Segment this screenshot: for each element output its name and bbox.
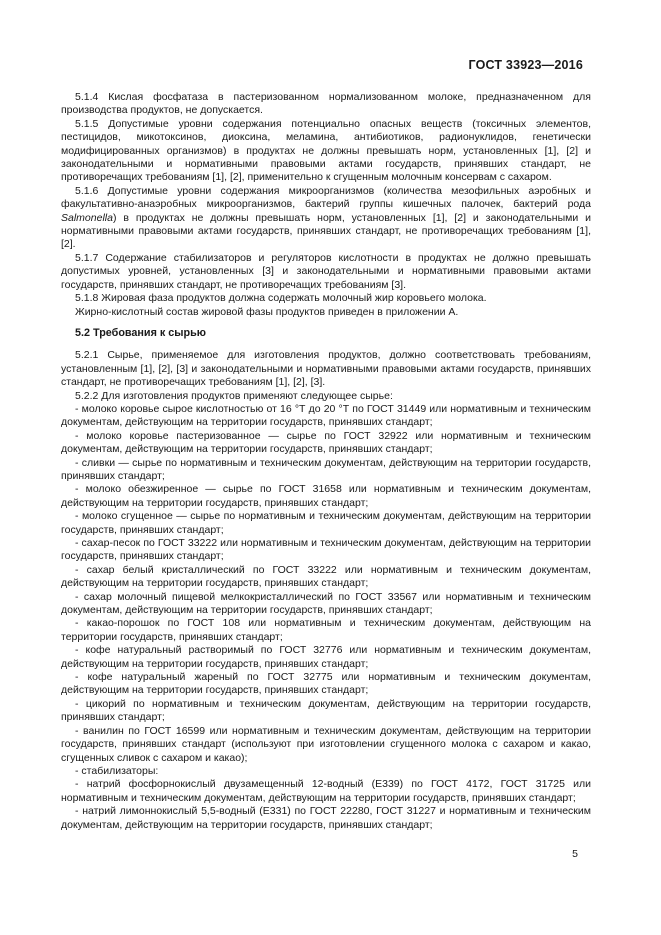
- paragraph-5-1-5: 5.1.5 Допустимые уровни содержания потенциально опасных веществ (токсичных элементов, пестицидов, микотоксинов, диоксина, меламина, антибиотиков, радионуклидов, генетически модифицированных организмов) в продуктах не должны превышать норм, установленных [1], [2] и законодательными и нормативными правовыми актами государств, принявших стандарт, не противоречащих требованиям [1], [2], применительно к сгущенным молочным консервам с сахаром.: [61, 117, 591, 184]
- list-item: - цикорий по нормативным и техническим документам, действующим на территории государств, принявших стандарт;: [61, 697, 591, 724]
- list-item: - какао-порошок по ГОСТ 108 или нормативным и техническим документам, действующим на территории государств, принявших стандарт;: [61, 617, 591, 643]
- list-item: - сливки — сырье по нормативным и техническим документам, действующим на территории государств, принявших стандарт;: [61, 456, 591, 482]
- list-item: - сахар молочный пищевой мелкокристаллический по ГОСТ 33567 или нормативным и техническим документам, действующим на территории государств, принявших стандарт;: [61, 590, 591, 617]
- paragraph-5-1-8: 5.1.8 Жировая фаза продуктов должна содержать молочный жир коровьего молока.: [75, 292, 487, 305]
- paragraph-5-1-6-text-a: 5.1.6 Допустимые уровни содержания микроорганизмов (количества мезофильных аэробных и факультативно-анаэробных микроорганизмов, бактерий группы кишечных палочек, бактерий рода: [61, 184, 591, 211]
- document-body: [61, 91, 591, 832]
- paragraph-5-1-7: 5.1.7 Содержание стабилизаторов и регуляторов кислотности в продуктах не должно превышать допустимых уровней, установленных [3] и законодательными и нормативными правовыми актами государств, принявших стандарт, не противоречащих требованиям [3].: [61, 251, 591, 291]
- paragraph-5-2-1: 5.2.1 Сырье, применяемое для изготовления продуктов, должно соответствовать требованиям, установленным [1], [2], [3] и законодательными и нормативными правовыми актами государств, принявших стандарт, не противоречащих требованиям [1], [2], [3].: [61, 349, 591, 389]
- paragraph-fatty-acid-note: Жирно-кислотный состав жировой фазы продуктов приведен в приложении А.: [75, 305, 459, 318]
- list-item: - молоко коровье пастеризованное — сырье по ГОСТ 32922 или нормативным и техническим документам, действующим на территории государств, принявших стандарт;: [61, 429, 591, 456]
- paragraph-5-1-6-text-b: ) в продуктах не должны превышать норм, установленных [1], [2] и законодательными и нормативными правовыми актами государств, принявших стандарт, не противоречащих требованиям [1], [2].: [61, 211, 591, 251]
- paragraph-5-1-4: 5.1.4 Кислая фосфатаза в пастеризованном нормализованном молоке, предназначенном для производства продуктов, не допускается.: [61, 91, 591, 117]
- list-item: - кофе натуральный растворимый по ГОСТ 32776 или нормативным и техническим документам, действующим на территории государств, принявших стандарт;: [61, 644, 591, 670]
- list-item: - кофе натуральный жареный по ГОСТ 32775 или нормативным и техническим документам, действующим на территории государств, принявших стандарт;: [61, 671, 591, 697]
- document-id-header: ГОСТ 33923—2016: [468, 58, 583, 72]
- page-number: 5: [572, 848, 578, 860]
- list-item: - стабилизаторы:: [75, 764, 159, 777]
- section-heading-5-2: 5.2 Требования к сырью: [75, 326, 206, 339]
- list-item: - натрий лимоннокислый 5,5-водный (Е331) по ГОСТ 22280, ГОСТ 31227 и нормативным и техническим документам, действующим на территории государств, принявших стандарт;: [61, 805, 591, 831]
- salmonella-term: Salmonella: [61, 211, 113, 224]
- list-item: - сахар-песок по ГОСТ 33222 или нормативным и техническим документам, действующим на территории государств, принявших стандарт;: [61, 537, 591, 563]
- paragraph-5-2-2: 5.2.2 Для изготовления продуктов применяют следующее сырье:: [75, 389, 393, 402]
- list-item: - молоко обезжиренное — сырье по ГОСТ 31658 или нормативным и техническим документам, действующим на территории государств, принявших стандарт;: [61, 483, 591, 509]
- list-item: - молоко сгущенное — сырье по нормативным и техническим документам, действующим на территории государств, принявших стандарт;: [61, 510, 591, 536]
- paragraph-5-1-6: [61, 185, 591, 252]
- list-item: - молоко коровье сырое кислотностью от 16 °Т до 20 °Т по ГОСТ 31449 или нормативным и техническим документам, действующим на территории государств, принявших стандарт;: [61, 402, 591, 429]
- list-item: - сахар белый кристаллический по ГОСТ 33222 или нормативным и техническим документам, действующим на территории государств, принявших стандарт;: [61, 563, 591, 590]
- list-item: - ванилин по ГОСТ 16599 или нормативным и техническим документам, действующим на территории государств, принявших стандарт (используют при изготовлении сгущенного молока с сахаром и какао, сгущенных сливок с сахаром и какао);: [61, 724, 591, 764]
- list-item: - натрий фосфорнокислый двузамещенный 12-водный (Е339) по ГОСТ 4172, ГОСТ 31725 или нормативным и техническим документам, действующим на территории государств, принявших стандарт;: [61, 778, 591, 804]
